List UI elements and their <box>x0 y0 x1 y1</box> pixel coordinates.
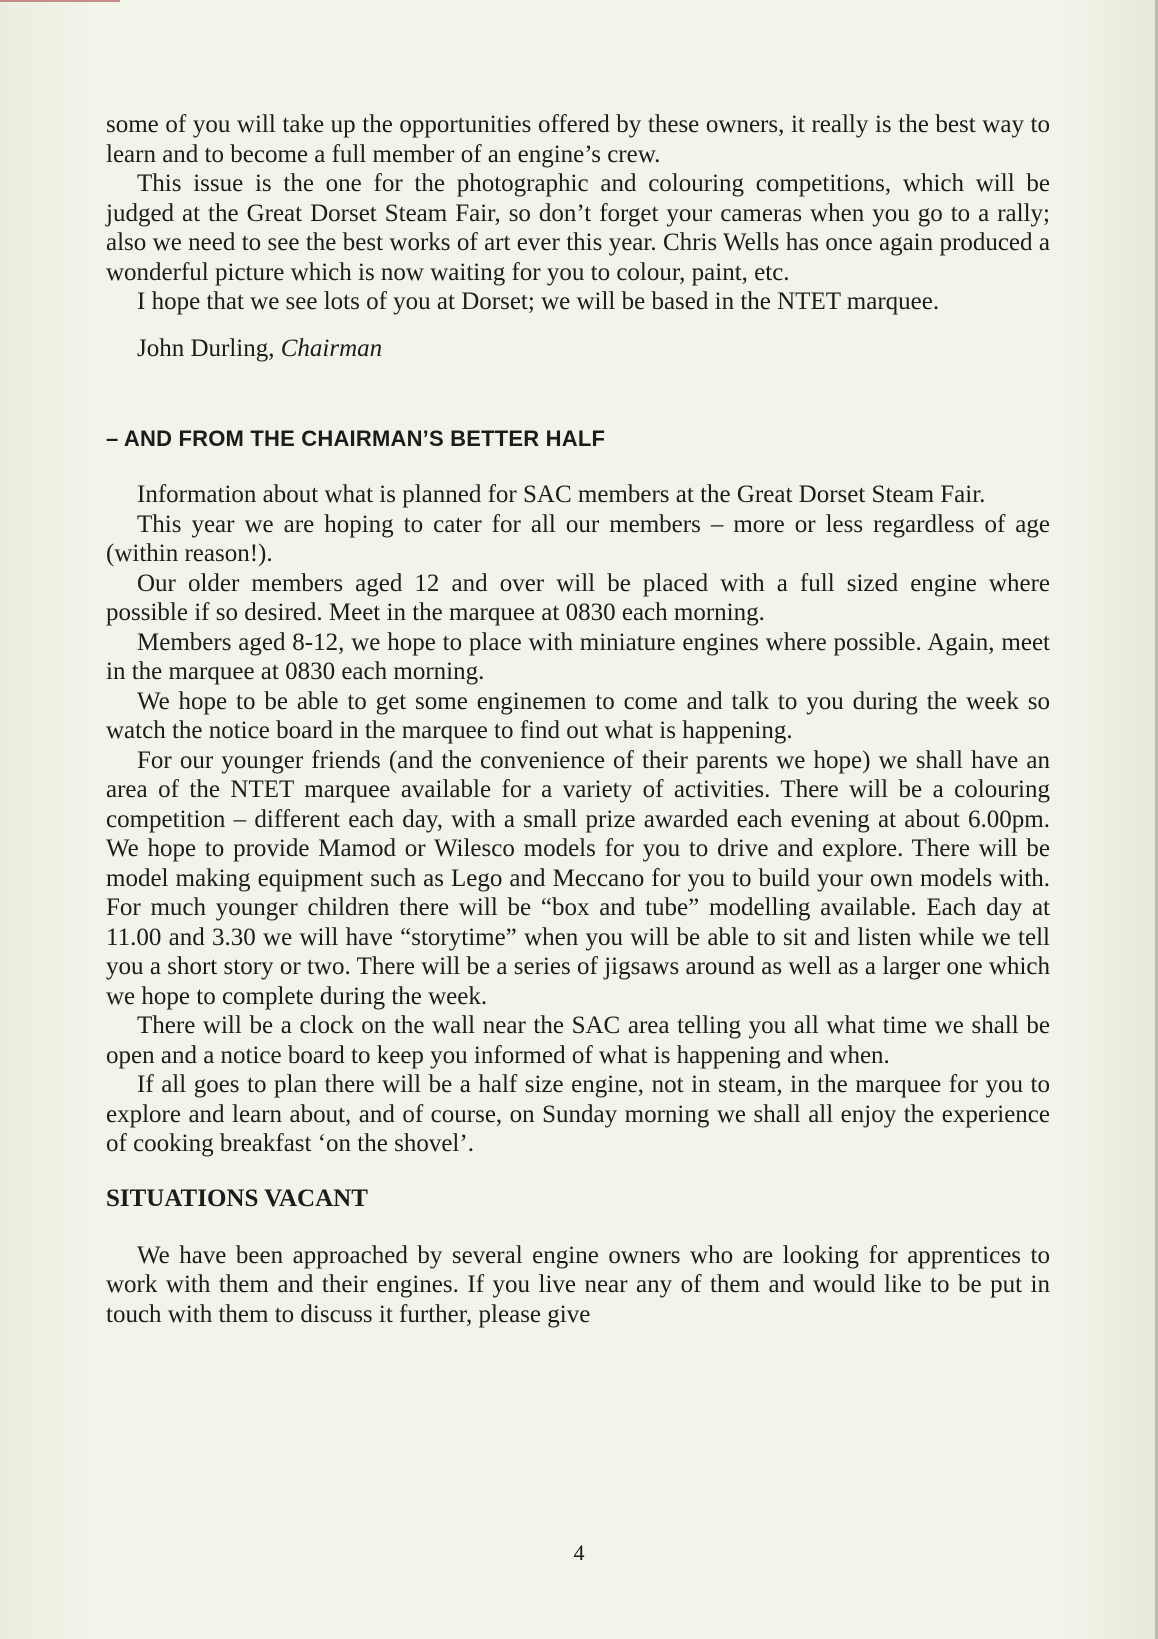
page-edge-mark <box>0 0 120 2</box>
better-half-paragraph-7: There will be a clock on the wall near the SAC area telling you all what time we shall be open and a notice board to keep you informed of what is happening and when. <box>106 1012 1050 1069</box>
situations-paragraph-1: We have been approached by several engine owners who are looking for apprentices to work with them and their engines. If you live near any of them and would like to be put in touch with them to discuss it further, please give <box>106 1241 1050 1328</box>
situations-vacant-heading: SITUATIONS VACANT <box>106 1184 368 1212</box>
better-half-paragraph-5: We hope to be able to get some enginemen to come and talk to you during the week so watch the notice board in the marquee to find out what is happening. <box>106 687 1050 744</box>
better-half-heading: – AND FROM THE CHAIRMAN’S BETTER HALF <box>106 426 606 451</box>
intro-paragraph-3: I hope that we see lots of you at Dorset; we will be based in the NTET marquee. <box>137 288 940 315</box>
intro-paragraph-2: This issue is the one for the photographic and colouring competitions, which will be judged at the Great Dorset Steam Fair, so don’t forget your cameras when you go to a rally; also we need to see the best works of art ever this year. Chris Wells has once again produced a wonderful picture which is now waiting for you to colour, paint, etc. <box>106 170 1050 286</box>
intro-paragraph-1: some of you will take up the opportunities offered by these owners, it really is the best way to learn and to become a full member of an engine’s crew. <box>106 111 1050 168</box>
signature-role: Chairman <box>280 334 383 362</box>
better-half-paragraph-3: Our older members aged 12 and over will be placed with a full sized engine where possible if so desired. Meet in the marquee at 0830 each morning. <box>106 569 1050 626</box>
better-half-paragraph-1: Information about what is planned for SAC members at the Great Dorset Steam Fair. <box>137 481 986 508</box>
page-content <box>106 110 1050 1329</box>
chairman-signature <box>106 334 1050 364</box>
signature-name: John Durling, <box>137 334 275 362</box>
better-half-paragraph-8: If all goes to plan there will be a half size engine, not in steam, in the marquee for you to explore and learn about, and of course, on Sunday morning we shall all enjoy the experience of cooking breakfast ‘on the shovel’. <box>106 1071 1050 1157</box>
better-half-paragraph-4: Members aged 8-12, we hope to place with miniature engines where possible. Again, meet in the marquee at 0830 each morning. <box>106 628 1050 685</box>
better-half-paragraph-6: For our younger friends (and the convenience of their parents we hope) we shall have an area of the NTET marquee available for a variety of activities. There will be a colouring competition – different each day, with a small prize awarded each evening at about 6.00pm. We hope to provide Mamod or Wilesco models for you to drive and explore. There will be model making equipment such as Lego and Meccano for you to build your own models with. For much younger children there will be “box and tube” modelling available. Each day at 11.00 and 3.30 we will have “storytime” when you will be able to sit and listen while we tell you a short story or two. There will be a series of jigsaws around as well as a larger one which we hope to complete during the week. <box>106 746 1050 1010</box>
better-half-paragraph-2: This year we are hoping to cater for all our members – more or less regardless of age (within reason!). <box>106 510 1050 567</box>
page-number: 4 <box>573 1540 585 1565</box>
